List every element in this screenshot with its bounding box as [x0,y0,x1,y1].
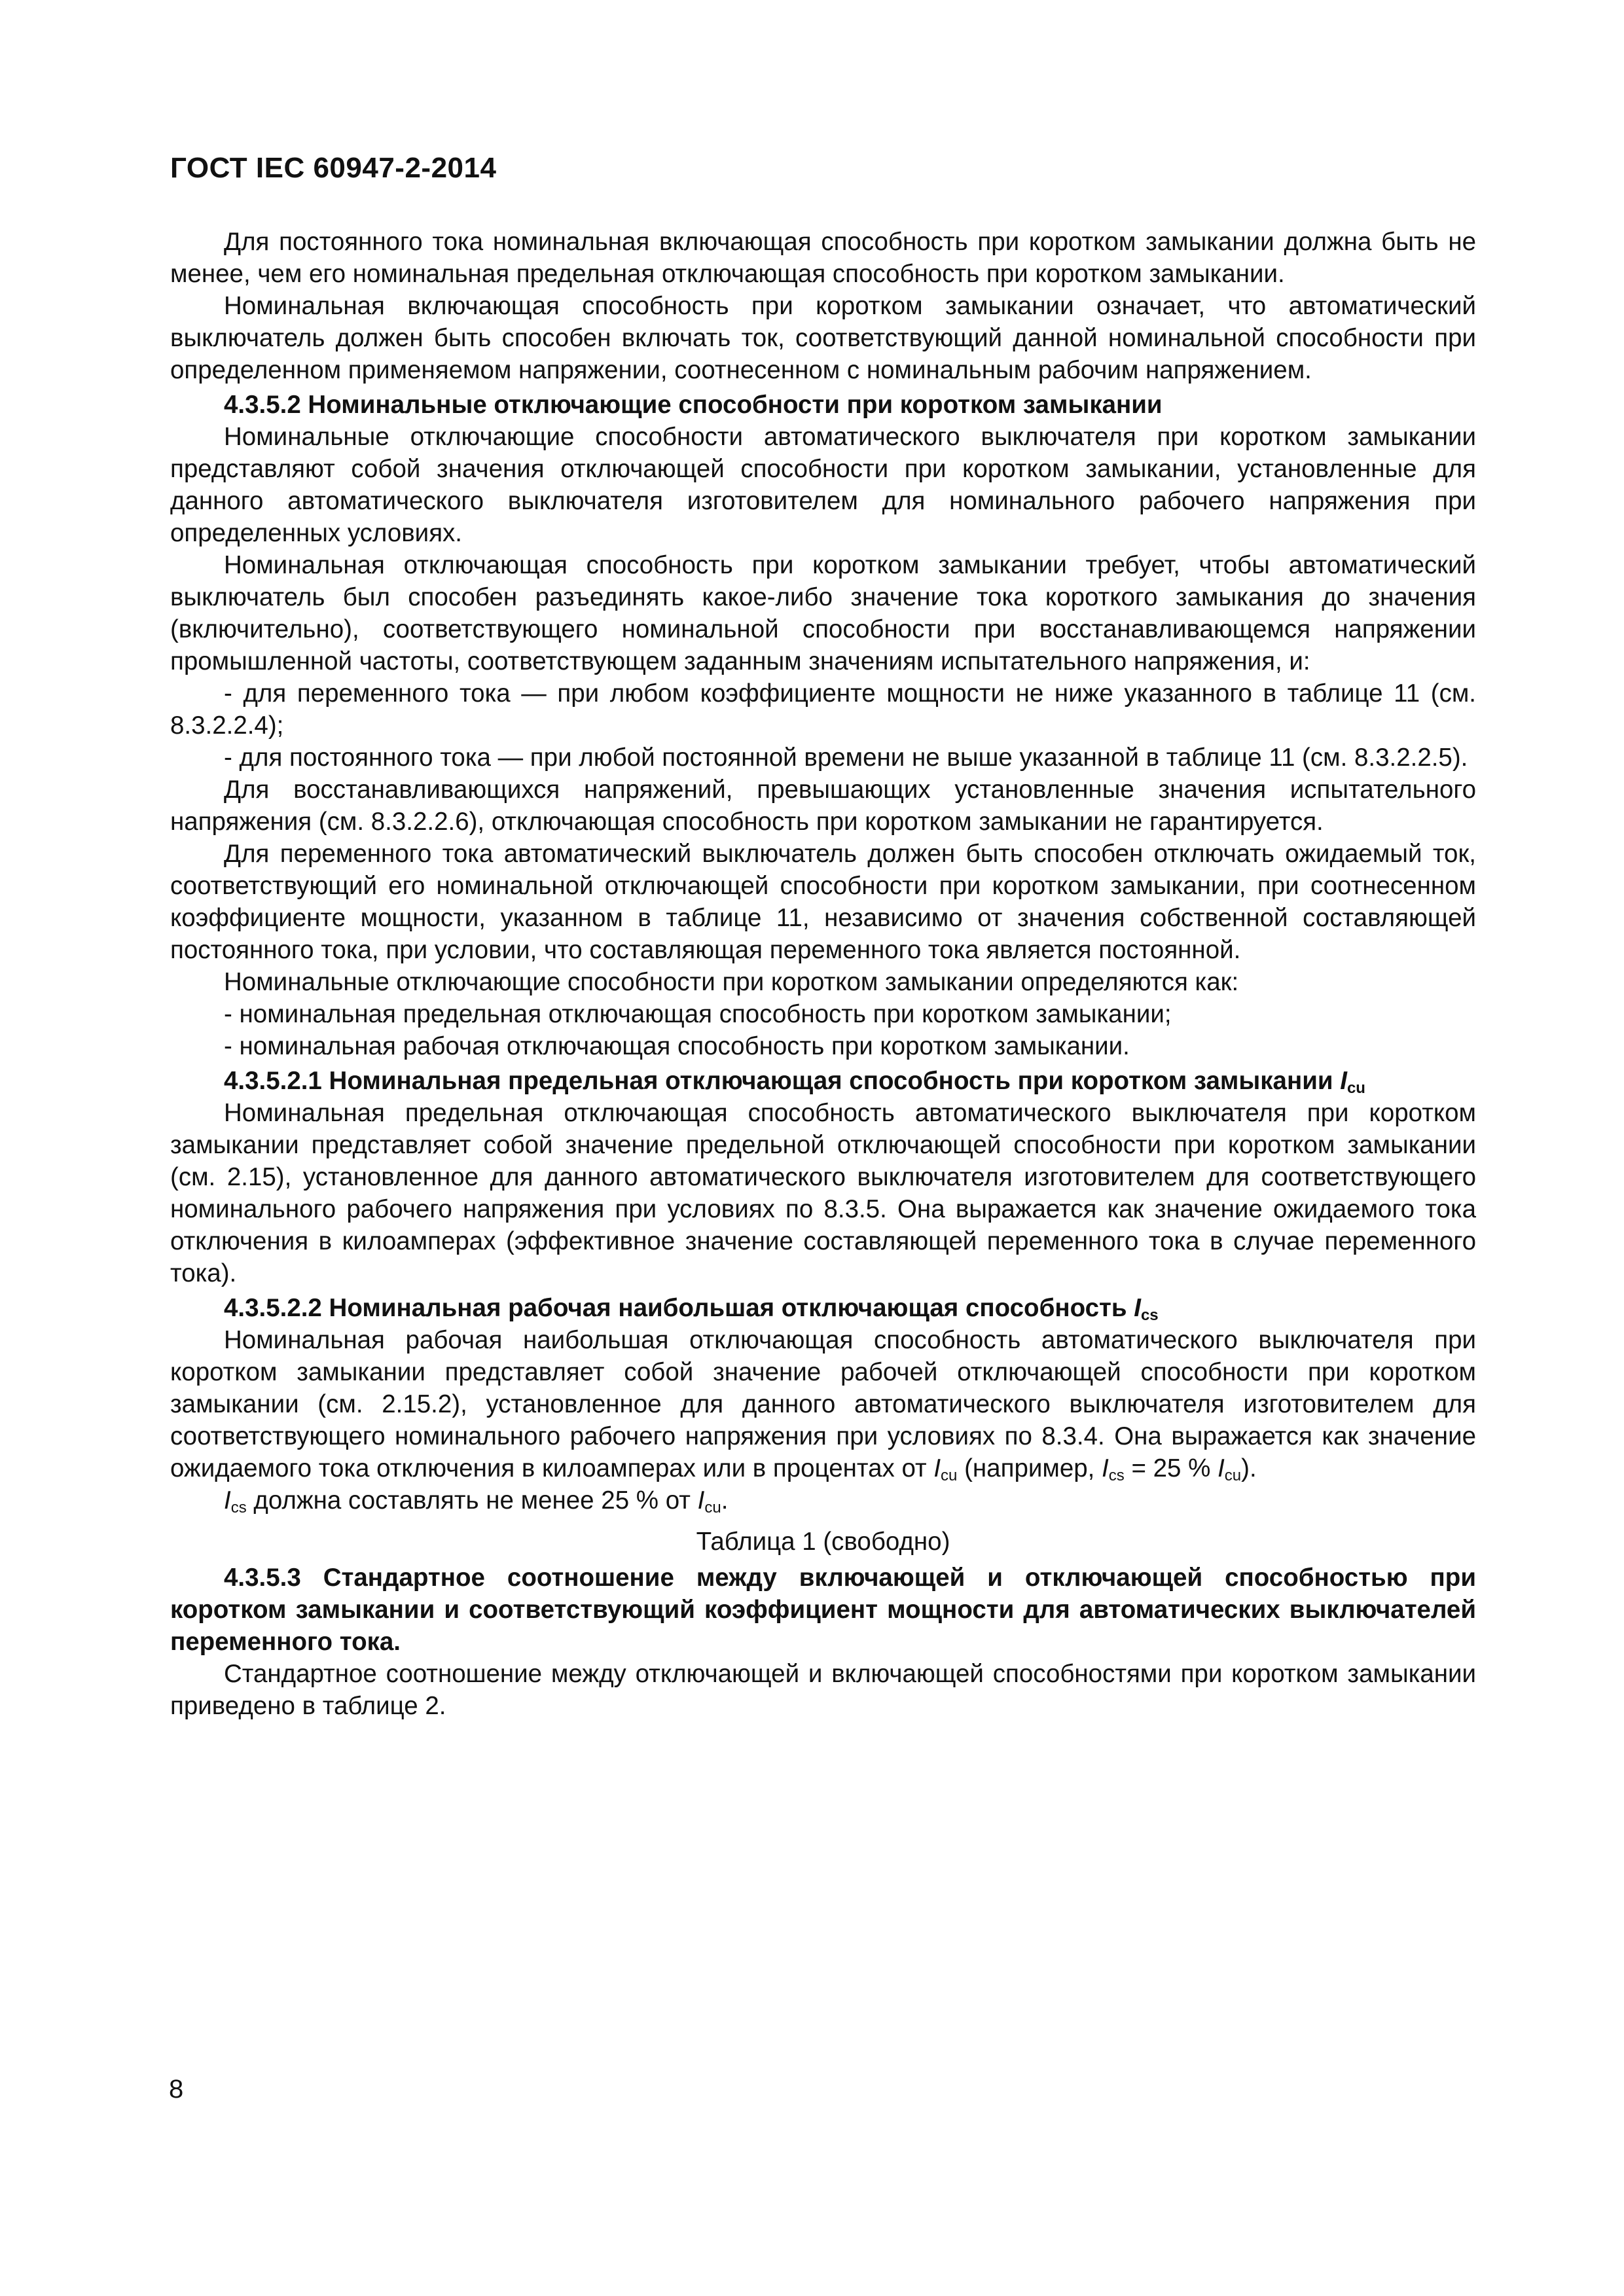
section-heading-4-3-5-2: 4.3.5.2 Номинальные отключающие способности при коротком замыкании [224,391,1163,419]
paragraph: Номинальная включающая способность при коротком замыкании означает, что автоматический выключатель должен быть способен включать ток, соответствующий данной номинальной способности при определенном применяемом напряжении, соотнесенном с номинальным рабочим напряжением. [170,292,1476,384]
paragraph: Стандартное соотношение между отключающей и включающей способностями при коротком замыкании приведено в таблице 2. [170,1660,1476,1720]
subscript-cs: cs [1140,1306,1159,1324]
page-number: 8 [169,2075,184,2104]
paragraph-text: = 25 % [1124,1454,1218,1482]
subscript-cu: cu [1346,1079,1365,1097]
list-item: - для постоянного тока — при любой постоянной времени не выше указанной в таблице 11 (см. 8.3.2.2.5). [224,744,1468,772]
document-header: ГОСТ IEC 60947-2-2014 [170,152,497,184]
paragraph: Номинальные отключающие способности автоматического выключателя при коротком замыкании представляют собой значения отключающей способности при коротком замыкании, установленные для данного автоматического выключателя изготовителем для номинального рабочего напряжения при определенных условиях. [170,423,1476,547]
paragraph-text: ). [1241,1454,1257,1482]
section-heading-4-3-5-2-2 [170,1292,1476,1324]
subscript-cu: cu [704,1499,721,1516]
symbol-i: I [1340,1067,1347,1095]
heading-text: 4.3.5.2.1 Номинальная предельная отключающая способность при коротком замыкании [224,1067,1341,1095]
paragraph-text: должна составлять не менее 25 % от [246,1486,698,1515]
paragraph: Для переменного тока автоматический выключатель должен быть способен отключать ожидаемый ток, соответствующий его номинальной отключающей способности при коротком замыкании, при соотнесенном коэффициенте мощности, указанном в таблице 11, независимо от значения собственной составляющей постоянного тока, при условии, что составляющая переменного тока является постоянной. [170,840,1476,964]
subscript-cu: cu [1224,1467,1242,1484]
heading-text: 4.3.5.2.2 Номинальная рабочая наибольшая отключающая способность [224,1294,1134,1322]
paragraph-text: (например, [957,1454,1102,1482]
symbol-i: I [1218,1454,1225,1482]
document-body [170,226,1476,1722]
subscript-cs: cs [1108,1467,1125,1484]
subscript-cs: cs [230,1499,247,1516]
list-item: - для переменного тока — при любом коэффициенте мощности не ниже указанного в таблице 11 (см. 8.3.2.2.4); [170,679,1476,740]
list-item: - номинальная рабочая отключающая способность при коротком замыкании. [224,1032,1130,1060]
paragraph-text: . [721,1486,729,1515]
paragraph-text: Номинальная рабочая наибольшая отключающая способность автоматического выключателя при коротком замыкании представляет собой значение рабочей отключающей способности при коротком замыкании (см. 2.15.2), установленное для данного автоматического выключателя изготовителем для соответствующего номинального рабочего напряжения при условиях по 8.3.4. Она выражается как значение ожидаемого тока отключения в килоамперах или в процентах от [170,1326,1476,1482]
list-item: - номинальная предельная отключающая способность при коротком замыкании; [224,1000,1172,1028]
symbol-i: I [933,1454,941,1482]
paragraph: Номинальные отключающие способности при коротком замыкании определяются как: [224,968,1239,996]
section-heading-4-3-5-2-1 [170,1065,1476,1097]
subscript-cu: cu [941,1467,958,1484]
symbol-i: I [224,1486,231,1515]
symbol-i: I [1102,1454,1109,1482]
table-caption: Таблица 1 (свободно) [696,1528,950,1556]
symbol-i: I [1134,1294,1141,1322]
paragraph [170,1324,1476,1484]
paragraph: Номинальная отключающая способность при коротком замыкании требует, чтобы автоматический выключатель был способен разъединять какое-либо значение тока короткого замыкания до значения (включительно), соответствующего номинальной способности при восстанавливающемся напряжении промышленной частоты, соответствующем заданным значениям испытательного напряжения, и: [170,551,1476,675]
paragraph: Для постоянного тока номинальная включающая способность при коротком замыкании должна быть не менее, чем его номинальная предельная отключающая способность при коротком замыкании. [170,228,1476,288]
symbol-i: I [697,1486,705,1515]
section-heading-4-3-5-3: 4.3.5.3 Стандартное соотношение между включающей и отключающей способностью при коротком замыкании и соответствующий коэффициент мощности для автоматических выключателей переменного тока. [170,1564,1476,1656]
paragraph: Для восстанавливающихся напряжений, превышающих установленные значения испытательного напряжения (см. 8.3.2.2.6), отключающая способность при коротком замыкании не гарантируется. [170,776,1476,836]
paragraph: Номинальная предельная отключающая способность автоматического выключателя при коротком замыкании представляет собой значение предельной отключающей способности при коротком замыкании (см. 2.15), установленное для данного автоматического выключателя изготовителем для соответствующего номинального рабочего напряжения при условиях по 8.3.5. Она выражается как значение ожидаемого тока отключения в килоамперах (эффективное значение составляющей переменного тока в случае переменного тока). [170,1099,1476,1287]
paragraph [170,1484,1476,1516]
